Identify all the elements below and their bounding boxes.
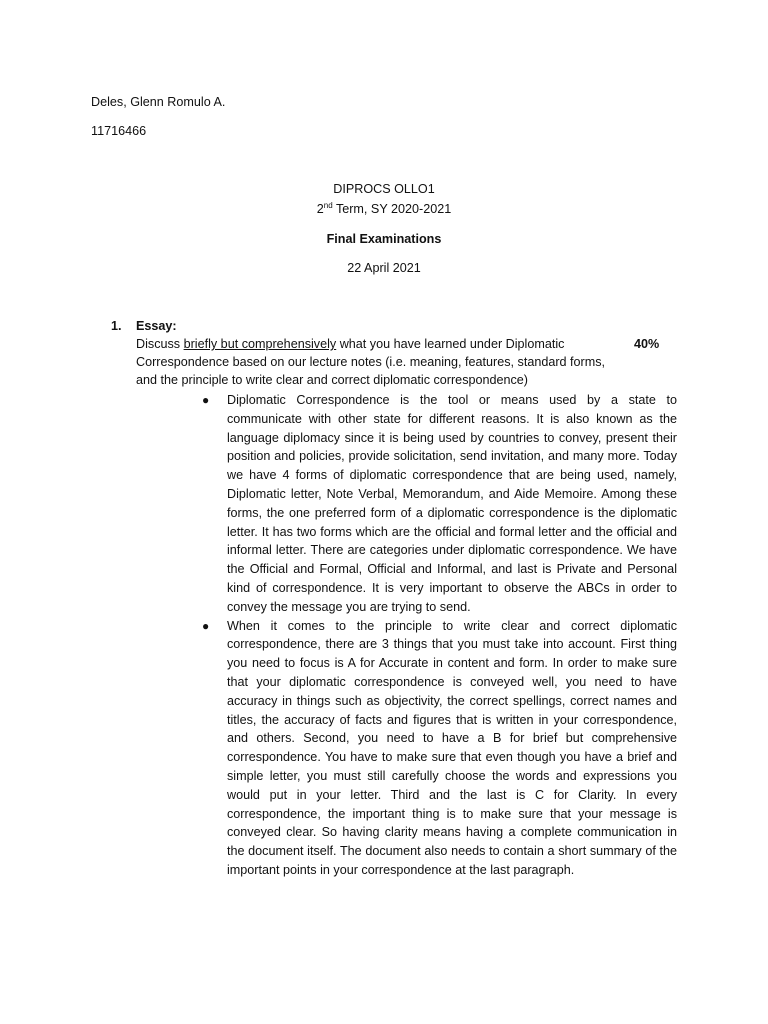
answer-bullet-item — [200, 391, 680, 617]
term-rest: Term, SY 2020-2021 — [332, 202, 452, 216]
question-line-3: and the principle to write clear and correct diplomatic correspondence) — [136, 373, 529, 387]
question-line-2: Correspondence based on our lecture notes (i.e. meaning, features, standard forms, — [136, 355, 606, 369]
question-number: 1. — [111, 319, 122, 333]
question-prompt — [136, 335, 606, 389]
answer-paragraph: Diplomatic Correspondence is the tool or means used by a state to communicate with other state for different reasons. It is also known as the language diplomacy since it is being used by countries to convey, present their position and policies, provide solicitation, send invitation, and many more. Today we have 4 forms of diplomatic correspondence that are being used, namely, Diplomatic letter, Note Verbal, Memorandum, and Aide Memoire. Among these forms, the one preferred form of a diplomatic correspondence is the diplomatic letter. It has two forms which are the official and formal letter and the official and informal letter. There are categories under diplomatic correspondence. We have the Official and Formal, Official and Informal, and last is Private and Personal kind of correspondence. It is very important to observe the ABCs in order to convey the message you are trying to send. — [227, 393, 677, 614]
prompt-underlined: briefly but comprehensively — [183, 337, 337, 351]
answer-paragraph: When it comes to the principle to write clear and correct diplomatic correspondence, there are 3 things that you must take into account. First thing you need to focus is A for Accurate in content and form. In order to make sure that your diplomatic correspondence is conveyed well, you need to have accuracy in things such as objectivity, the correct spellings, correct names and titles, the accuracy of facts and figures that is written in your correspondence, and others. Second, you need to have a B for brief but comprehensive correspondence. You have to make sure that even though you have a brief and simple letter, you must still carefully choose the words and expressions you would put in your letter. Third and the last is C for Clarity. In every correspondence, the important thing is to make sure that your message is conveyed clear. So having clarity means having a complete communication in the document itself. The document also needs to contain a short summary of the important points in your correspondence at the last paragraph. — [227, 618, 677, 877]
bullet-icon: ● — [202, 618, 210, 633]
exam-title: Final Examinations — [326, 232, 442, 246]
answer-bullet-item — [200, 617, 680, 880]
prompt-lead: Discuss — [136, 337, 184, 351]
question-title: Essay: — [136, 319, 177, 333]
exam-date: 22 April 2021 — [347, 261, 421, 275]
term-number: 2 — [316, 202, 324, 216]
student-id: 11716466 — [91, 124, 147, 138]
student-name: Deles, Glenn Romulo A. — [91, 95, 226, 109]
question-line-1 — [136, 335, 596, 353]
bullet-icon: ● — [202, 393, 210, 407]
course-code: DIPROCS OLLO1 — [333, 182, 435, 196]
answer-list — [200, 391, 680, 880]
prompt-tail: what you have learned under Diplomatic — [336, 337, 565, 351]
term-suffix: nd — [323, 201, 333, 210]
question-weight: 40% — [634, 337, 660, 351]
term-line — [0, 200, 768, 218]
